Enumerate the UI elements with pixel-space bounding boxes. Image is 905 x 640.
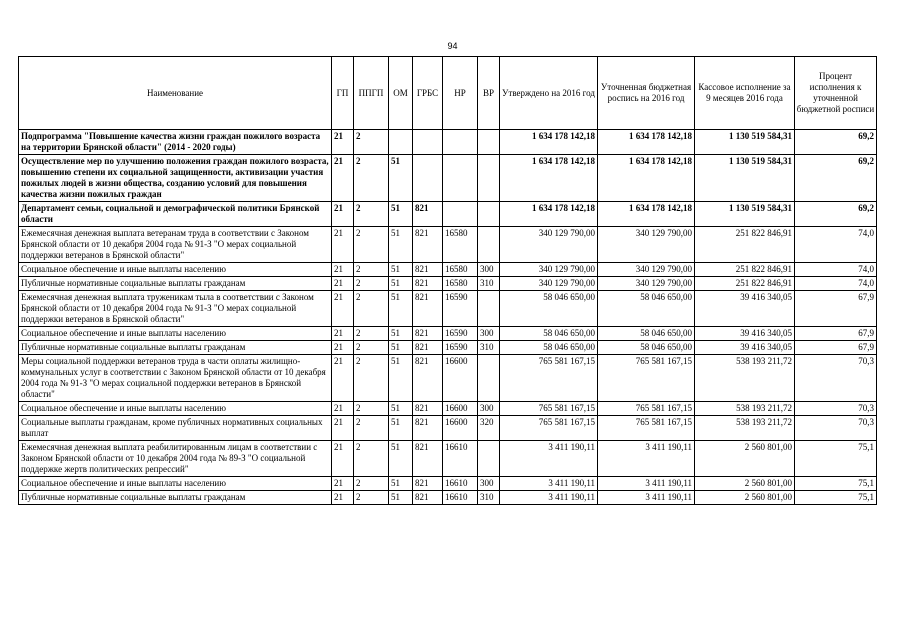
cell-vr [478, 130, 500, 155]
cell-ppgp: 2 [354, 277, 389, 291]
cell-refined: 765 581 167,15 [598, 402, 695, 416]
table-row [19, 263, 877, 277]
cell-om [389, 130, 413, 155]
cell-refined: 340 129 790,00 [598, 227, 695, 263]
cell-np: 16580 [443, 227, 478, 263]
cell-ppgp: 2 [354, 477, 389, 491]
cell-approved: 340 129 790,00 [500, 263, 598, 277]
cell-approved: 1 634 178 142,18 [500, 130, 598, 155]
cell-gp: 21 [332, 491, 354, 505]
cell-cash: 251 822 846,91 [695, 227, 795, 263]
cell-gp: 21 [332, 202, 354, 227]
cell-percent: 67,9 [795, 341, 877, 355]
cell-refined: 765 581 167,15 [598, 416, 695, 441]
cell-om: 51 [389, 227, 413, 263]
cell-name: Публичные нормативные социальные выплаты гражданам [19, 341, 332, 355]
table-row [19, 355, 877, 402]
table-row [19, 155, 877, 202]
cell-om: 51 [389, 402, 413, 416]
cell-vr [478, 227, 500, 263]
cell-om: 51 [389, 416, 413, 441]
cell-grbs: 821 [413, 441, 443, 477]
cell-om: 51 [389, 263, 413, 277]
cell-np: 16590 [443, 327, 478, 341]
cell-grbs: 821 [413, 263, 443, 277]
table-row [19, 477, 877, 491]
cell-vr [478, 155, 500, 202]
table-row [19, 416, 877, 441]
cell-vr: 320 [478, 416, 500, 441]
cell-name: Публичные нормативные социальные выплаты гражданам [19, 277, 332, 291]
header-row [19, 57, 877, 130]
cell-vr [478, 202, 500, 227]
budget-table [18, 56, 877, 505]
cell-np: 16600 [443, 402, 478, 416]
cell-vr: 310 [478, 491, 500, 505]
cell-approved: 765 581 167,15 [500, 355, 598, 402]
cell-percent: 75,1 [795, 477, 877, 491]
cell-name: Подпрограмма "Повышение качества жизни граждан пожилого возраста на территории Брянской области" (2014 - 2020 годы) [19, 130, 332, 155]
table-row [19, 227, 877, 263]
cell-percent: 70,3 [795, 416, 877, 441]
header-approved: Утверждено на 2016 год [500, 57, 598, 130]
cell-approved: 340 129 790,00 [500, 277, 598, 291]
cell-grbs [413, 155, 443, 202]
cell-name: Ежемесячная денежная выплата реабилитированным лицам в соответствии с Законом Брянской области от 10 декабря 2004 года № 89-З "О социальной поддержке жертв политических репрессий" [19, 441, 332, 477]
table-row [19, 277, 877, 291]
cell-refined: 58 046 650,00 [598, 341, 695, 355]
cell-name: Ежемесячная денежная выплата ветеранам труда в соответствии с Законом Брянской области от 10 декабря 2004 года № 91-З "О мерах социальной поддержки ветеранов в Брянской области" [19, 227, 332, 263]
cell-approved: 1 634 178 142,18 [500, 202, 598, 227]
cell-om: 51 [389, 477, 413, 491]
cell-np [443, 202, 478, 227]
cell-gp: 21 [332, 130, 354, 155]
cell-gp: 21 [332, 441, 354, 477]
cell-name: Социальное обеспечение и иные выплаты населению [19, 477, 332, 491]
cell-vr [478, 441, 500, 477]
cell-vr: 310 [478, 341, 500, 355]
cell-ppgp: 2 [354, 355, 389, 402]
table-row [19, 327, 877, 341]
cell-om: 51 [389, 202, 413, 227]
cell-percent: 74,0 [795, 227, 877, 263]
cell-percent: 69,2 [795, 130, 877, 155]
cell-cash: 2 560 801,00 [695, 477, 795, 491]
cell-approved: 340 129 790,00 [500, 227, 598, 263]
cell-cash: 1 130 519 584,31 [695, 130, 795, 155]
cell-refined: 58 046 650,00 [598, 327, 695, 341]
cell-ppgp: 2 [354, 155, 389, 202]
cell-gp: 21 [332, 477, 354, 491]
cell-gp: 21 [332, 327, 354, 341]
cell-refined: 340 129 790,00 [598, 263, 695, 277]
cell-om: 51 [389, 355, 413, 402]
header-percent: Процент исполнения к уточненной бюджетной росписи [795, 57, 877, 130]
cell-np [443, 130, 478, 155]
cell-cash: 1 130 519 584,31 [695, 155, 795, 202]
cell-grbs: 821 [413, 277, 443, 291]
cell-percent: 69,2 [795, 202, 877, 227]
cell-approved: 3 411 190,11 [500, 477, 598, 491]
table-row [19, 402, 877, 416]
cell-ppgp: 2 [354, 263, 389, 277]
cell-vr [478, 291, 500, 327]
cell-refined: 1 634 178 142,18 [598, 155, 695, 202]
cell-refined: 58 046 650,00 [598, 291, 695, 327]
cell-cash: 39 416 340,05 [695, 327, 795, 341]
cell-vr [478, 355, 500, 402]
cell-np: 16610 [443, 491, 478, 505]
cell-percent: 74,0 [795, 277, 877, 291]
cell-cash: 538 193 211,72 [695, 355, 795, 402]
cell-ppgp: 2 [354, 291, 389, 327]
cell-np: 16590 [443, 291, 478, 327]
cell-cash: 39 416 340,05 [695, 291, 795, 327]
cell-gp: 21 [332, 227, 354, 263]
header-vr: ВР [478, 57, 500, 130]
cell-gp: 21 [332, 155, 354, 202]
cell-refined: 1 634 178 142,18 [598, 202, 695, 227]
table-row [19, 291, 877, 327]
cell-np: 16600 [443, 355, 478, 402]
cell-ppgp: 2 [354, 341, 389, 355]
cell-cash: 538 193 211,72 [695, 416, 795, 441]
cell-approved: 58 046 650,00 [500, 327, 598, 341]
cell-vr: 300 [478, 477, 500, 491]
cell-om: 51 [389, 491, 413, 505]
cell-name: Социальное обеспечение и иные выплаты населению [19, 327, 332, 341]
cell-approved: 1 634 178 142,18 [500, 155, 598, 202]
cell-grbs: 821 [413, 202, 443, 227]
cell-np: 16580 [443, 263, 478, 277]
cell-cash: 1 130 519 584,31 [695, 202, 795, 227]
cell-percent: 70,3 [795, 355, 877, 402]
cell-np: 16580 [443, 277, 478, 291]
cell-om: 51 [389, 155, 413, 202]
header-refined: Уточненная бюджетная роспись на 2016 год [598, 57, 695, 130]
header-ppgp: ППГП [354, 57, 389, 130]
cell-gp: 21 [332, 416, 354, 441]
cell-name: Осуществление мер по улучшению положения граждан пожилого возраста, повышению степени их социальной защищенности, активизации участия пожилых людей в жизни общества, созданию условий для повышения качества жизни пожилых граждан [19, 155, 332, 202]
cell-grbs: 821 [413, 491, 443, 505]
table-row [19, 491, 877, 505]
cell-ppgp: 2 [354, 202, 389, 227]
cell-refined: 3 411 190,11 [598, 477, 695, 491]
cell-ppgp: 2 [354, 416, 389, 441]
cell-approved: 765 581 167,15 [500, 402, 598, 416]
cell-vr: 300 [478, 263, 500, 277]
cell-np: 16600 [443, 416, 478, 441]
cell-ppgp: 2 [354, 130, 389, 155]
cell-grbs: 821 [413, 402, 443, 416]
cell-grbs: 821 [413, 291, 443, 327]
cell-ppgp: 2 [354, 402, 389, 416]
cell-percent: 75,1 [795, 491, 877, 505]
cell-gp: 21 [332, 402, 354, 416]
cell-grbs: 821 [413, 416, 443, 441]
cell-ppgp: 2 [354, 227, 389, 263]
cell-gp: 21 [332, 341, 354, 355]
cell-approved: 3 411 190,11 [500, 441, 598, 477]
header-cash: Кассовое исполнение за 9 месяцев 2016 года [695, 57, 795, 130]
cell-np [443, 155, 478, 202]
header-grbs: ГРБС [413, 57, 443, 130]
cell-gp: 21 [332, 277, 354, 291]
table-body [19, 130, 877, 505]
cell-refined: 3 411 190,11 [598, 441, 695, 477]
cell-refined: 765 581 167,15 [598, 355, 695, 402]
cell-cash: 2 560 801,00 [695, 491, 795, 505]
cell-gp: 21 [332, 291, 354, 327]
cell-ppgp: 2 [354, 491, 389, 505]
table-row [19, 341, 877, 355]
cell-approved: 765 581 167,15 [500, 416, 598, 441]
header-name: Наименование [19, 57, 332, 130]
cell-approved: 3 411 190,11 [500, 491, 598, 505]
cell-grbs: 821 [413, 477, 443, 491]
cell-percent: 74,0 [795, 263, 877, 277]
table-row [19, 130, 877, 155]
cell-grbs [413, 130, 443, 155]
cell-name: Социальное обеспечение и иные выплаты населению [19, 263, 332, 277]
cell-om: 51 [389, 327, 413, 341]
cell-cash: 251 822 846,91 [695, 263, 795, 277]
cell-om: 51 [389, 291, 413, 327]
cell-refined: 3 411 190,11 [598, 491, 695, 505]
cell-vr: 310 [478, 277, 500, 291]
cell-percent: 69,2 [795, 155, 877, 202]
cell-approved: 58 046 650,00 [500, 341, 598, 355]
cell-np: 16610 [443, 477, 478, 491]
cell-gp: 21 [332, 263, 354, 277]
page-number: 94 [447, 41, 458, 51]
table-row [19, 202, 877, 227]
cell-om: 51 [389, 341, 413, 355]
cell-name: Публичные нормативные социальные выплаты гражданам [19, 491, 332, 505]
cell-cash: 251 822 846,91 [695, 277, 795, 291]
cell-cash: 538 193 211,72 [695, 402, 795, 416]
cell-om: 51 [389, 277, 413, 291]
header-om: ОМ [389, 57, 413, 130]
cell-percent: 67,9 [795, 327, 877, 341]
cell-vr: 300 [478, 402, 500, 416]
cell-name: Социальное обеспечение и иные выплаты населению [19, 402, 332, 416]
cell-grbs: 821 [413, 227, 443, 263]
cell-vr: 300 [478, 327, 500, 341]
cell-percent: 75,1 [795, 441, 877, 477]
header-np: НР [443, 57, 478, 130]
cell-cash: 39 416 340,05 [695, 341, 795, 355]
cell-name: Меры социальной поддержки ветеранов труда в части оплаты жилищно-коммунальных услуг в соответствии с Законом Брянской области от 10 декабря 2004 года № 91-З "О мерах социальной поддержки ветеранов в Брянской области" [19, 355, 332, 402]
cell-ppgp: 2 [354, 441, 389, 477]
cell-refined: 340 129 790,00 [598, 277, 695, 291]
cell-percent: 67,9 [795, 291, 877, 327]
cell-np: 16590 [443, 341, 478, 355]
cell-refined: 1 634 178 142,18 [598, 130, 695, 155]
cell-np: 16610 [443, 441, 478, 477]
cell-name: Ежемесячная денежная выплата труженикам тыла в соответствии с Законом Брянской области от 10 декабря 2004 года № 91-З "О мерах социальной поддержки ветеранов в Брянской области" [19, 291, 332, 327]
cell-name: Департамент семьи, социальной и демографической политики Брянской области [19, 202, 332, 227]
cell-om: 51 [389, 441, 413, 477]
cell-cash: 2 560 801,00 [695, 441, 795, 477]
table-row [19, 441, 877, 477]
header-gp: ГП [332, 57, 354, 130]
cell-percent: 70,3 [795, 402, 877, 416]
cell-grbs: 821 [413, 341, 443, 355]
cell-ppgp: 2 [354, 327, 389, 341]
cell-approved: 58 046 650,00 [500, 291, 598, 327]
cell-name: Социальные выплаты гражданам, кроме публичных нормативных социальных выплат [19, 416, 332, 441]
cell-grbs: 821 [413, 355, 443, 402]
cell-grbs: 821 [413, 327, 443, 341]
cell-gp: 21 [332, 355, 354, 402]
